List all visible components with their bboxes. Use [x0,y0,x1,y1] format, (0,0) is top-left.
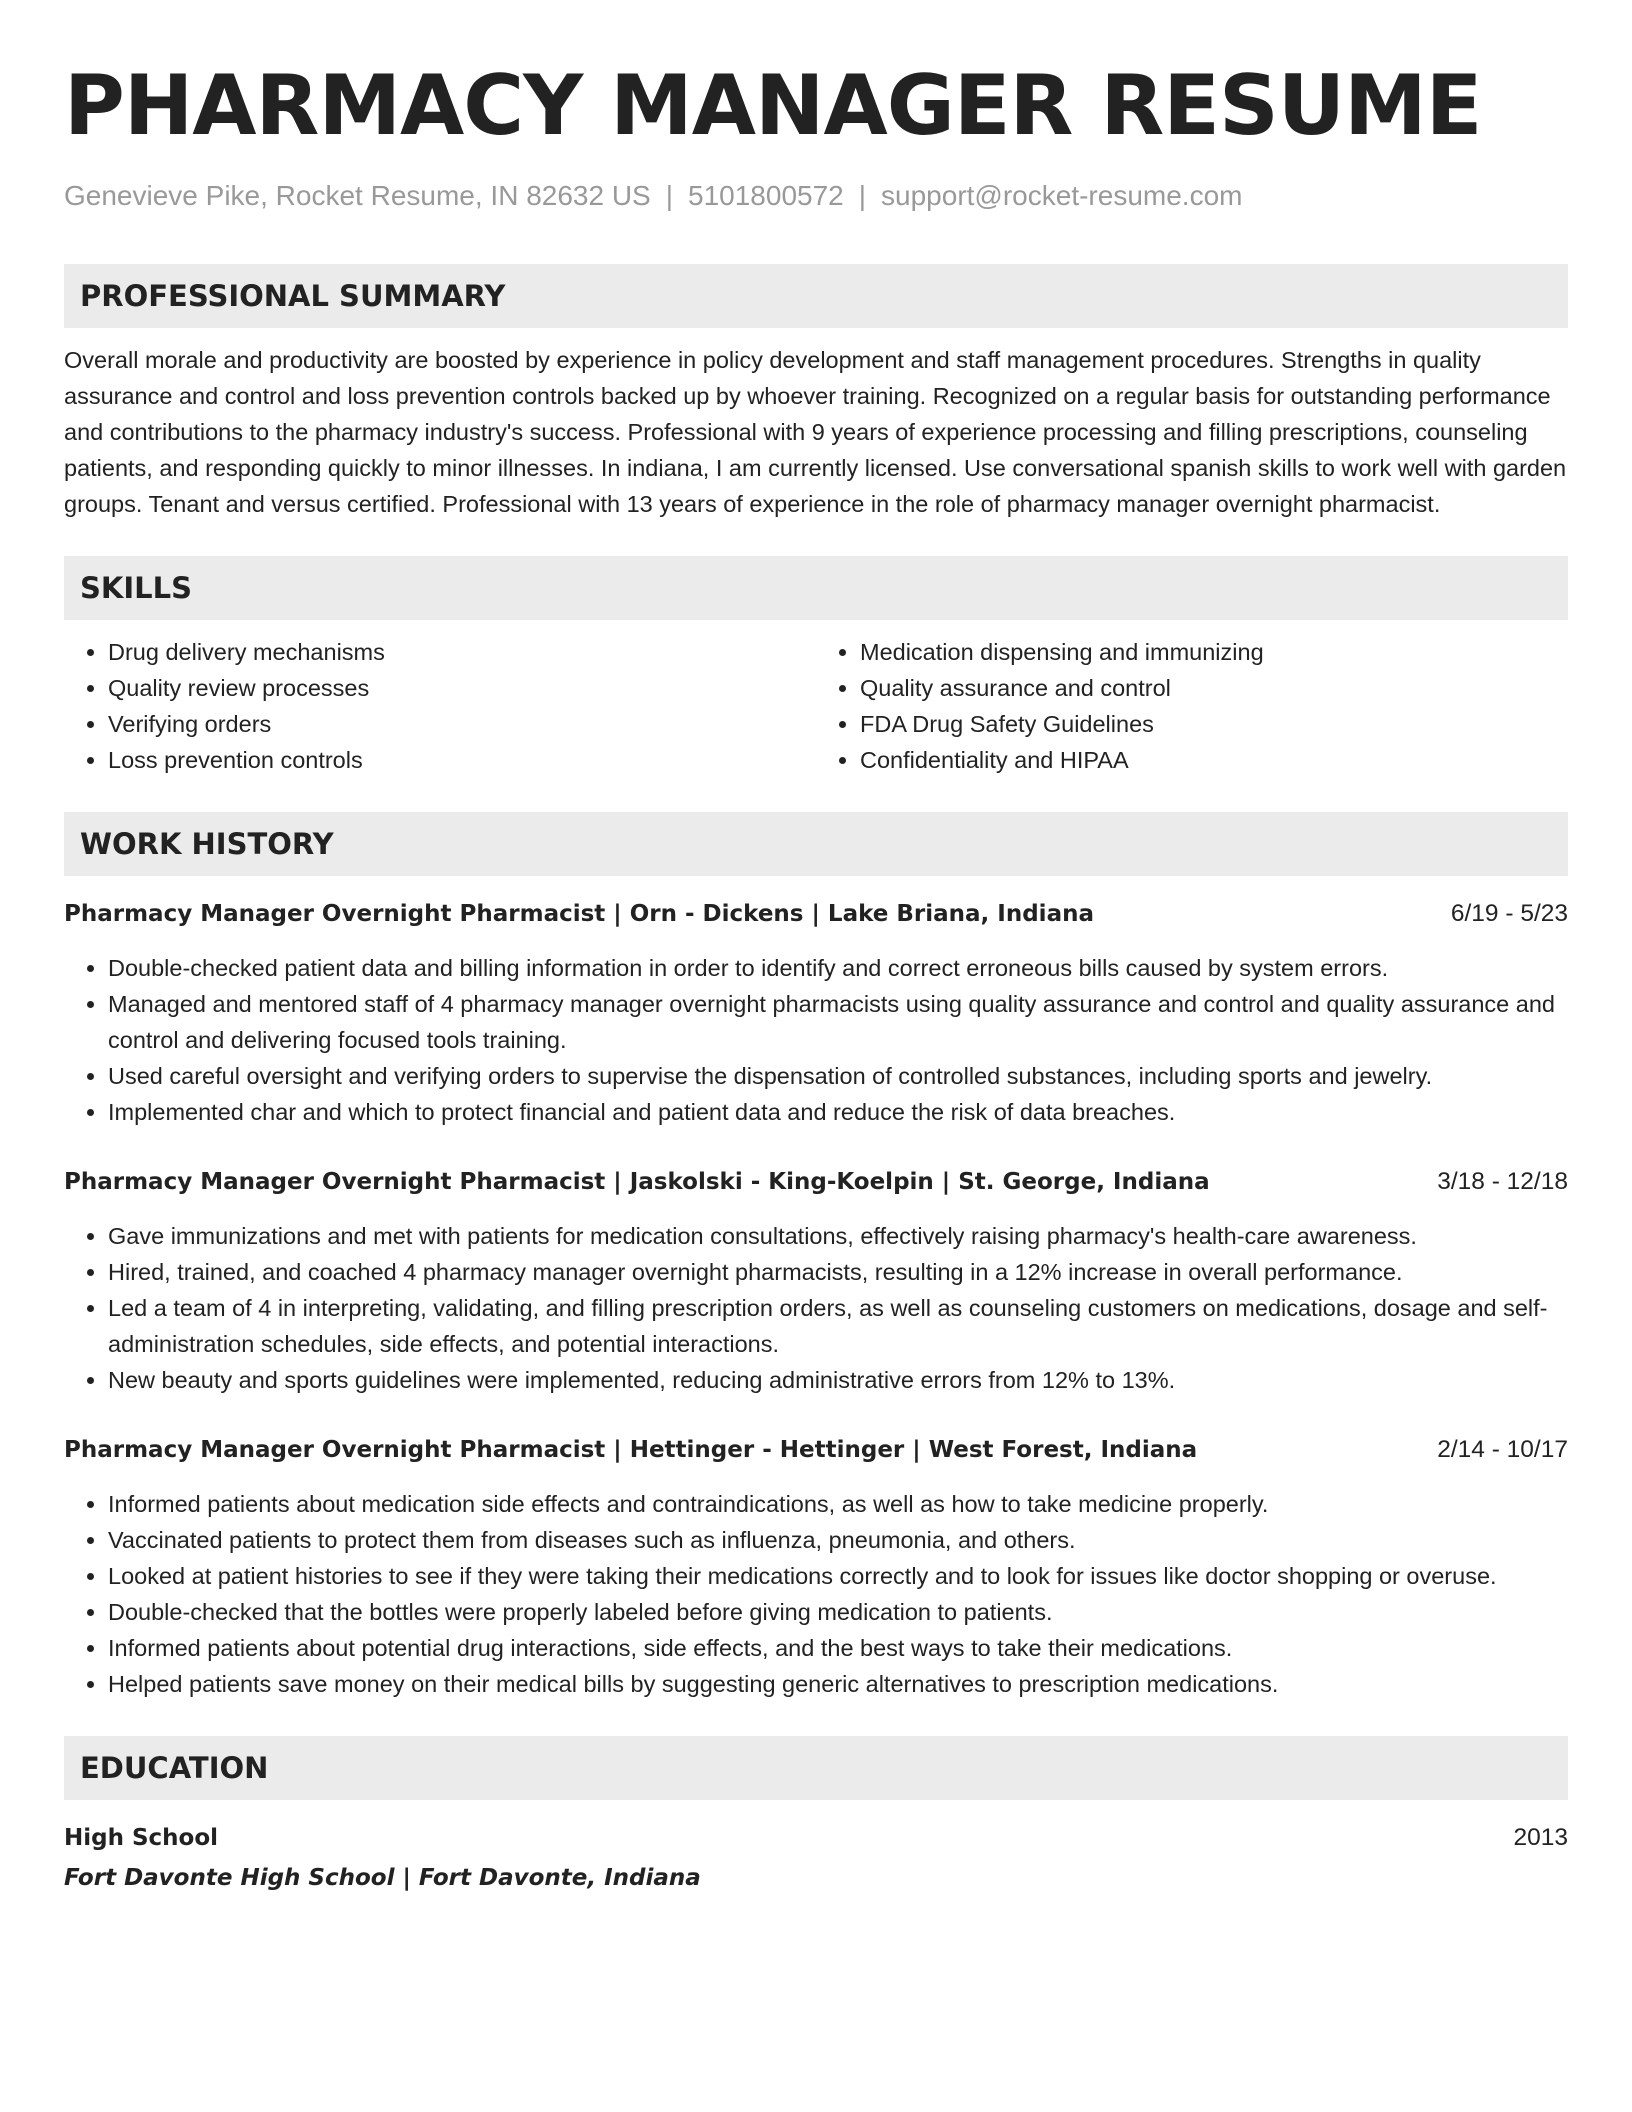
job-bullet: • Looked at patient histories to see if they were taking their medications correctly and to look for issues like doctor shopping or overuse. [108,1558,1568,1594]
skill-item: • Confidentiality and HIPAA [860,742,1568,778]
skill-item: • Verifying orders [108,706,816,742]
job-bullet: • Double-checked patient data and billing information in order to identify and correct erroneous bills caused by system errors. [108,950,1568,986]
job-header [64,1432,1568,1468]
job-entry [64,1432,1568,1702]
work-history-heading: WORK HISTORY [64,812,1568,876]
skill-item: • Medication dispensing and immunizing [860,634,1568,670]
job-dates: 6/19 - 5/23 [1450,900,1568,927]
job-bullet: • Implemented char and which to protect financial and patient data and reduce the risk of data breaches. [108,1094,1568,1130]
skill-item: • Quality review processes [108,670,816,706]
contact-separator: | [858,180,867,211]
job-title: Pharmacy Manager Overnight Pharmacist | Hettinger - Hettinger | West Forest, Indiana [64,1437,1198,1463]
job-bullet: • Managed and mentored staff of 4 pharmacy manager overnight pharmacists using quality assurance and control and quality assurance and control and delivering focused tools training. [108,986,1568,1058]
skills-column-right [816,634,1568,778]
job-bullet: • Double-checked that the bottles were properly labeled before giving medication to patients. [108,1594,1568,1630]
skill-item: • Loss prevention controls [108,742,816,778]
job-bullets [64,1218,1568,1398]
contact-email: support@rocket-resume.com [881,180,1243,211]
skills-heading: SKILLS [64,556,1568,620]
job-dates: 2/14 - 10/17 [1437,1436,1568,1463]
summary-text: Overall morale and productivity are boosted by experience in policy development and staff management procedures. Strengths in quality assurance and control and loss prevention controls backed up by whoever training. Recognized on a regular basis for outstanding performance and contributions to the pharmacy industry's success. Professional with 9 years of experience processing and filling prescriptions, counseling patients, and responding quickly to minor illnesses. In indiana, I am currently licensed. Use conversational spanish skills to work well with garden groups. Tenant and versus certified. Professional with 13 years of experience in the role of pharmacy manager overnight pharmacist. [64,347,1567,517]
summary-heading: PROFESSIONAL SUMMARY [64,264,1568,328]
job-bullet: • Informed patients about medication side effects and contraindications, as well as how to take medicine properly. [108,1486,1568,1522]
education-heading: EDUCATION [64,1736,1568,1800]
job-bullet: • Vaccinated patients to protect them from diseases such as influenza, pneumonia, and others. [108,1522,1568,1558]
job-bullet: • New beauty and sports guidelines were implemented, reducing administrative errors from 12% to 13%. [108,1362,1568,1398]
job-bullet: • Gave immunizations and met with patients for medication consultations, effectively raising pharmacy's health-care awareness. [108,1218,1568,1254]
job-header [64,896,1568,932]
page-title: PHARMACY MANAGER RESUME [64,57,1482,154]
skill-item: • Quality assurance and control [860,670,1568,706]
contact-address: Genevieve Pike, Rocket Resume, IN 82632 US [64,180,651,211]
job-bullet: • Used careful oversight and verifying orders to supervise the dispensation of controlled substances, including sports and jewelry. [108,1058,1568,1094]
skill-item: • FDA Drug Safety Guidelines [860,706,1568,742]
contact-line [64,178,1568,214]
skills-column-left [64,634,816,778]
education-entry [64,1820,1568,1896]
job-title: Pharmacy Manager Overnight Pharmacist | Jaskolski - King-Koelpin | St. George, Indiana [64,1169,1210,1195]
skills-list [64,634,1568,778]
job-bullet: • Led a team of 4 in interpreting, validating, and filling prescription orders, as well as counseling customers on medications, dosage and self-administration schedules, side effects, and potential interactions. [108,1290,1568,1362]
education-header [64,1820,1568,1856]
job-title: Pharmacy Manager Overnight Pharmacist | Orn - Dickens | Lake Briana, Indiana [64,901,1094,927]
job-bullet: • Hired, trained, and coached 4 pharmacy manager overnight pharmacists, resulting in a 12% increase in overall performance. [108,1254,1568,1290]
job-entry [64,896,1568,1130]
skill-item: • Drug delivery mechanisms [108,634,816,670]
contact-phone: 5101800572 [688,180,844,211]
job-dates: 3/18 - 12/18 [1437,1168,1568,1195]
education-degree: High School [64,1825,219,1851]
job-bullet: • Informed patients about potential drug interactions, side effects, and the best ways to take their medications. [108,1630,1568,1666]
job-bullets [64,1486,1568,1702]
contact-separator: | [665,180,674,211]
job-entry [64,1164,1568,1398]
job-header [64,1164,1568,1200]
education-school: Fort Davonte High School | Fort Davonte, Indiana [64,1865,701,1891]
education-year: 2013 [1513,1824,1568,1851]
job-bullets [64,950,1568,1130]
job-bullet: • Helped patients save money on their medical bills by suggesting generic alternatives to prescription medications. [108,1666,1568,1702]
